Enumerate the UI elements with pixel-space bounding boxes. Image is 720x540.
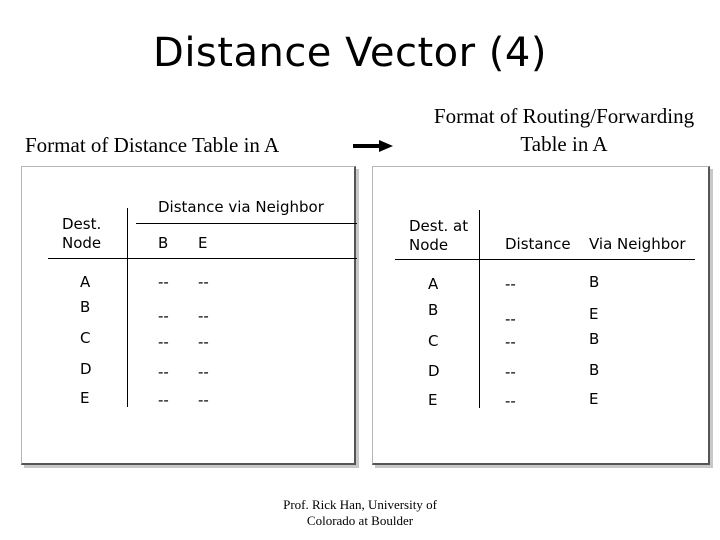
table-cell: -- [158,391,169,409]
group-header-rule [136,223,357,224]
table-row-dest: E [428,391,438,409]
table-cell: -- [505,333,516,351]
table-cell: -- [505,363,516,381]
table-cell: -- [505,310,516,328]
dest-header-line-2: Node [62,234,102,252]
dest-at-header-line-2: Node [409,236,449,254]
table-cell: E [589,390,599,408]
dest-node-header [62,215,101,253]
table-cell: -- [198,363,209,381]
footer-line-2: Colorado at Boulder [306,513,414,528]
routing-caption-line-2: Table in A [520,132,608,156]
table-row-dest: A [428,275,439,293]
table-cell: B [589,273,600,291]
distance-table-caption: Format of Distance Table in A [25,133,280,157]
table-cell: B [589,330,600,348]
table-cell: -- [158,307,169,325]
table-cell: -- [158,273,169,291]
neighbor-header-e: E [198,234,208,252]
table-row-dest: B [428,301,439,319]
dest-at-node-header [409,217,468,255]
routing-table-panel [372,166,710,465]
table-cell: -- [158,363,169,381]
slide-title: Distance Vector (4) [153,30,547,76]
table-cell: E [589,305,599,323]
routing-table-caption [410,102,718,158]
neighbor-header-b: B [158,234,169,252]
right-arrow-icon [353,140,393,152]
table-row-dest: C [428,332,439,350]
table-cell: -- [198,273,209,291]
table-row-dest: D [80,360,92,378]
table-cell: -- [505,392,516,410]
table-cell: -- [198,391,209,409]
distance-header: Distance [505,235,571,253]
column-divider [127,208,128,407]
table-row-dest: C [80,329,91,347]
dest-header-line-1: Dest. [62,215,102,233]
column-divider [479,210,480,408]
table-cell: -- [198,333,209,351]
header-rule [48,258,357,259]
table-row-dest: E [80,389,90,407]
routing-caption-line-1: Format of Routing/Forwarding [433,104,695,128]
distance-via-neighbor-header: Distance via Neighbor [158,198,324,216]
footer-credit [270,497,450,529]
header-rule [395,259,695,260]
table-row-dest: D [428,362,440,380]
dest-at-header-line-1: Dest. at [409,217,469,235]
distance-table-panel [21,166,356,465]
via-neighbor-header: Via Neighbor [589,235,686,253]
table-cell: -- [505,275,516,293]
table-cell: -- [198,307,209,325]
table-row-dest: A [80,273,91,291]
table-cell: -- [158,333,169,351]
table-row-dest: B [80,298,91,316]
footer-line-1: Prof. Rick Han, University of [283,497,437,512]
table-cell: B [589,361,600,379]
